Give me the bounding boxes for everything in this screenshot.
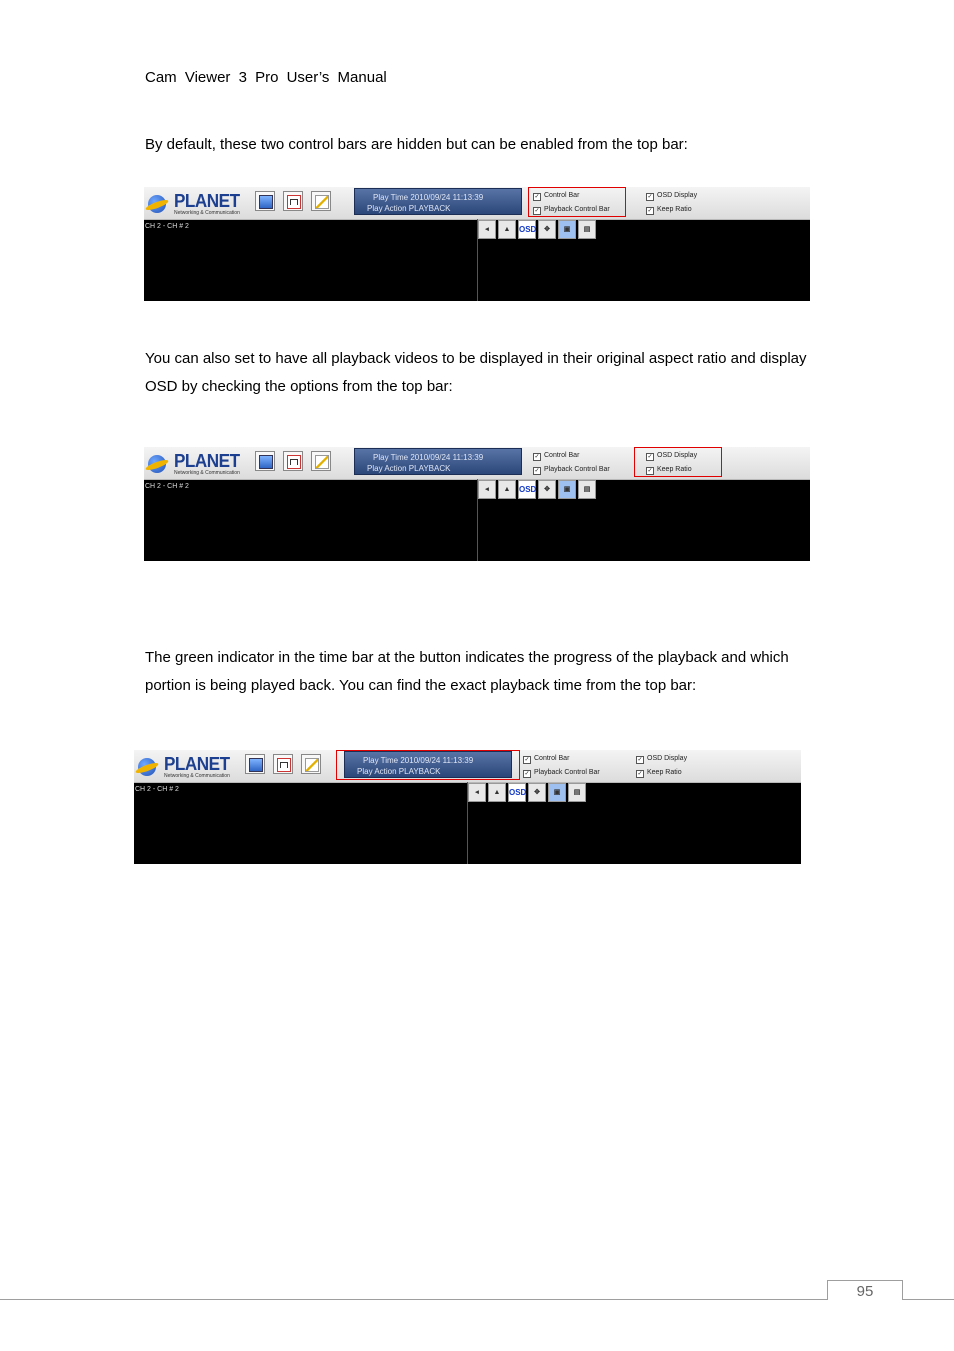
checkbox[interactable]: ✓ bbox=[637, 771, 643, 777]
checkbox[interactable]: ✓ bbox=[647, 194, 653, 200]
play-action: Play Action PLAYBACK bbox=[367, 204, 451, 213]
play-action: Play Action PLAYBACK bbox=[357, 767, 441, 776]
osd-display-option[interactable]: ✓ OSD Display bbox=[647, 452, 698, 460]
settings-button[interactable]: ▤ bbox=[578, 480, 596, 499]
planet-logo bbox=[148, 192, 244, 216]
screen-button[interactable] bbox=[273, 754, 293, 774]
top-bar bbox=[144, 447, 810, 480]
checkbox[interactable]: ✓ bbox=[647, 468, 653, 474]
wizard-button[interactable] bbox=[311, 451, 331, 471]
top-bar bbox=[134, 750, 801, 783]
user-button[interactable]: ▲ bbox=[488, 783, 506, 802]
pane-label: CH 2 - CH # 2 bbox=[135, 786, 179, 793]
settings-button[interactable]: ▤ bbox=[568, 783, 586, 802]
screen-icon bbox=[277, 758, 291, 772]
paragraph-2: You can also set to have all playback videos to be displayed in their original aspect ratio and display OSD by checking the options from the top bar: bbox=[145, 350, 807, 395]
keep-ratio-option[interactable]: ✓ Keep Ratio bbox=[647, 206, 692, 214]
play-time: Play Time 2010/09/24 11:13:39 bbox=[373, 453, 484, 462]
settings-button[interactable]: ▤ bbox=[578, 220, 596, 239]
checkbox[interactable]: ✓ bbox=[637, 757, 643, 763]
mute-button[interactable]: ◂ bbox=[478, 480, 496, 499]
playback-control-bar-option[interactable]: ✓ Playback Control Bar bbox=[524, 769, 600, 777]
checkbox[interactable]: ✓ bbox=[534, 208, 540, 214]
screen-button[interactable] bbox=[283, 451, 303, 471]
wizard-button[interactable] bbox=[311, 191, 331, 211]
video-control-bar bbox=[478, 220, 598, 240]
monitor-button[interactable] bbox=[245, 754, 265, 774]
monitor-button[interactable] bbox=[255, 191, 275, 211]
keep-ratio-option[interactable]: ✓ Keep Ratio bbox=[647, 466, 692, 474]
screenshot-control-bars bbox=[144, 187, 810, 301]
highlight-osd-options bbox=[634, 447, 722, 477]
highlight-control-bars bbox=[528, 187, 626, 217]
monitor-button[interactable] bbox=[255, 451, 275, 471]
play-time: Play Time 2010/09/24 11:13:39 bbox=[373, 193, 484, 202]
control-bar-option[interactable]: ✓ Control Bar bbox=[524, 755, 570, 763]
wand-icon bbox=[305, 758, 319, 772]
planet-logo bbox=[138, 755, 234, 779]
wand-icon bbox=[315, 195, 329, 209]
screen-icon bbox=[287, 455, 301, 469]
playback-control-bar-option[interactable]: ✓ Playback Control Bar bbox=[534, 206, 610, 214]
user-button[interactable]: ▲ bbox=[498, 480, 516, 499]
mute-button[interactable]: ◂ bbox=[478, 220, 496, 239]
control-bar-option[interactable]: ✓ Control Bar bbox=[534, 192, 580, 200]
checkbox[interactable]: ✓ bbox=[524, 771, 530, 777]
ptz-button[interactable]: ✥ bbox=[538, 480, 556, 499]
wizard-button[interactable] bbox=[301, 754, 321, 774]
play-action: Play Action PLAYBACK bbox=[367, 464, 451, 473]
user-button[interactable]: ▲ bbox=[498, 220, 516, 239]
osd-button[interactable]: OSD bbox=[508, 783, 526, 802]
ptz-button[interactable]: ✥ bbox=[528, 783, 546, 802]
monitor-icon bbox=[259, 195, 273, 209]
video-control-bar bbox=[478, 480, 598, 500]
checkbox[interactable]: ✓ bbox=[534, 468, 540, 474]
logo-text: PLANET bbox=[174, 451, 240, 471]
osd-button[interactable]: OSD bbox=[518, 480, 536, 499]
play-time: Play Time 2010/09/24 11:13:39 bbox=[363, 756, 474, 765]
snapshot-button[interactable]: ▣ bbox=[558, 220, 576, 239]
page-number: 95 bbox=[827, 1280, 903, 1300]
footer-rule bbox=[0, 1299, 954, 1300]
playback-info-box bbox=[354, 448, 522, 475]
monitor-icon bbox=[259, 455, 273, 469]
highlight-play-time bbox=[336, 750, 520, 780]
monitor-icon bbox=[249, 758, 263, 772]
ptz-button[interactable]: ✥ bbox=[538, 220, 556, 239]
video-control-bar bbox=[468, 783, 588, 803]
playback-control-bar-option[interactable]: ✓ Playback Control Bar bbox=[534, 466, 610, 474]
pane-label: CH 2 - CH # 2 bbox=[145, 483, 189, 490]
checkbox[interactable]: ✓ bbox=[524, 757, 530, 763]
logo-text: PLANET bbox=[164, 754, 230, 774]
screen-button[interactable] bbox=[283, 191, 303, 211]
page-header-title: Cam Viewer 3 Pro User’s Manual bbox=[145, 69, 387, 86]
planet-logo bbox=[148, 452, 244, 476]
checkbox[interactable]: ✓ bbox=[647, 208, 653, 214]
snapshot-button[interactable]: ▣ bbox=[558, 480, 576, 499]
logo-text: PLANET bbox=[174, 191, 240, 211]
top-bar bbox=[144, 187, 810, 220]
snapshot-button[interactable]: ▣ bbox=[548, 783, 566, 802]
pane-label: CH 2 - CH # 2 bbox=[145, 223, 189, 230]
logo-tagline: Networking & Communication bbox=[164, 773, 230, 779]
logo-tagline: Networking & Communication bbox=[174, 210, 240, 216]
playback-info-box bbox=[354, 188, 522, 215]
osd-display-option[interactable]: ✓ OSD Display bbox=[637, 755, 688, 763]
logo-tagline: Networking & Communication bbox=[174, 470, 240, 476]
keep-ratio-option[interactable]: ✓ Keep Ratio bbox=[637, 769, 682, 777]
checkbox[interactable]: ✓ bbox=[647, 454, 653, 460]
screenshot-play-time bbox=[134, 750, 801, 864]
paragraph-3: The green indicator in the time bar at the button indicates the progress of the playback and which portion is being played back. You can find the exact playback time from the top bar: bbox=[145, 649, 789, 694]
wand-icon bbox=[315, 455, 329, 469]
osd-display-option[interactable]: ✓ OSD Display bbox=[647, 192, 698, 200]
mute-button[interactable]: ◂ bbox=[468, 783, 486, 802]
checkbox[interactable]: ✓ bbox=[534, 454, 540, 460]
paragraph-1: By default, these two control bars are hidden but can be enabled from the top bar: bbox=[145, 136, 688, 153]
control-bar-option[interactable]: ✓ Control Bar bbox=[534, 452, 580, 460]
osd-button[interactable]: OSD bbox=[518, 220, 536, 239]
screen-icon bbox=[287, 195, 301, 209]
screenshot-osd-ratio bbox=[144, 447, 810, 561]
checkbox[interactable]: ✓ bbox=[534, 194, 540, 200]
